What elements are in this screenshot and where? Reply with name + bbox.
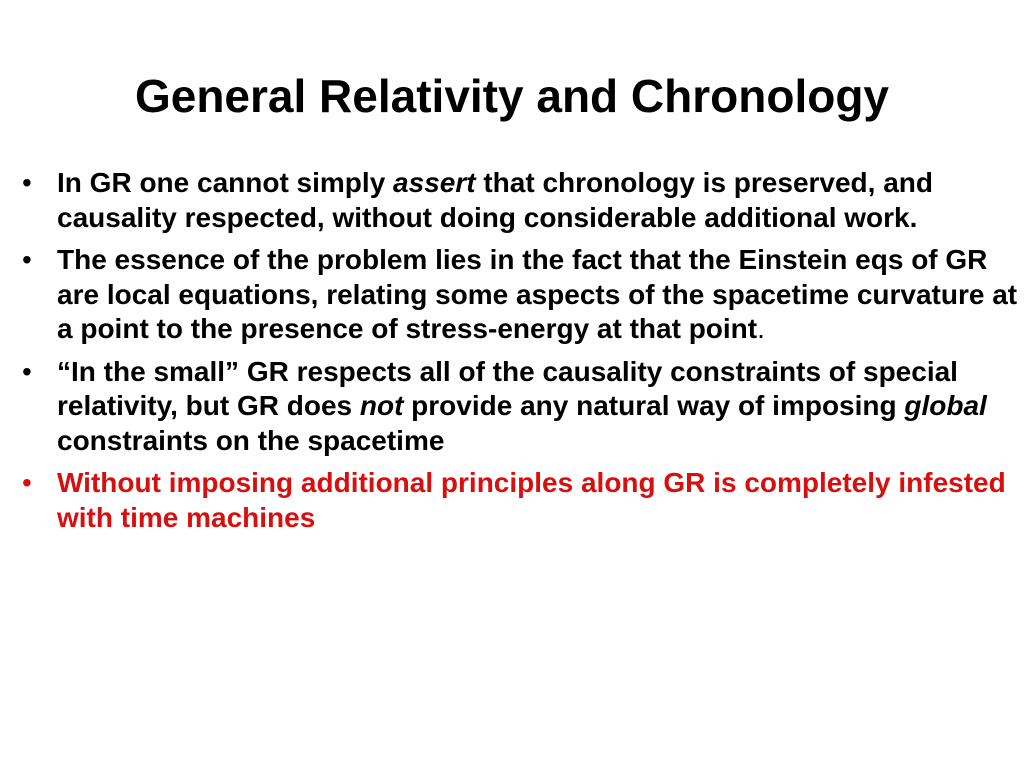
- bullet-text: provide any natural way of imposing: [403, 390, 905, 421]
- emphasis-assert: assert: [393, 167, 476, 198]
- bullet-text: constraints on the spacetime: [57, 424, 445, 456]
- bullet-list: [18, 166, 1018, 543]
- emphasis-not: not: [359, 390, 404, 421]
- bullet-icon: •: [22, 167, 32, 198]
- bullet-period: .: [757, 313, 765, 344]
- bullet-text: “In the small” GR respects all of the causality constraints of special relativity, but GR does: [57, 355, 958, 421]
- bullet-item-1: [18, 166, 1018, 235]
- bullet-text: that chronology is preserved, and causality respected, without doing considerable additional work.: [57, 167, 933, 233]
- bullet-icon: •: [22, 467, 32, 498]
- bullet-item-2: [18, 243, 1018, 347]
- bullet-item-4: [18, 466, 1018, 535]
- slide-title: General Relativity and Chronology: [134, 70, 890, 122]
- bullet-icon: •: [22, 244, 32, 275]
- bullet-text: In GR one cannot simply: [57, 167, 394, 198]
- bullet-icon: •: [22, 355, 32, 387]
- bullet-item-3: [18, 355, 1018, 459]
- bullet-text: The essence of the problem lies in the fact that the Einstein eqs of GR are local equations, relating some aspects of the spacetime curvature at a point to the presence of stress-energy at that point: [57, 244, 1018, 344]
- emphasis-global: global: [904, 390, 987, 421]
- bullet-text-highlight: Without imposing additional principles along GR is completely infested with time machines: [57, 467, 1006, 533]
